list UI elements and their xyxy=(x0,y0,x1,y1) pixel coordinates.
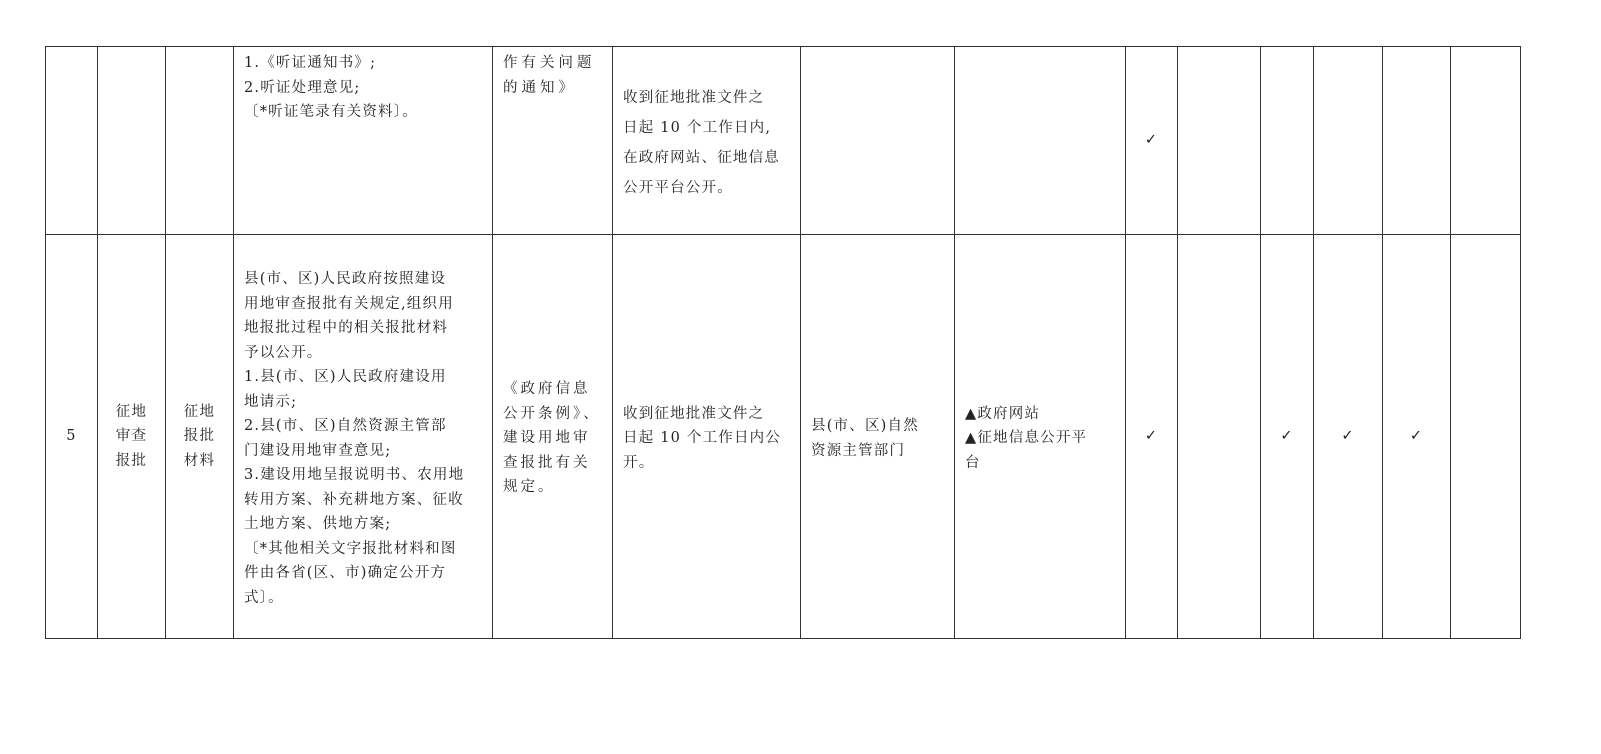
basis-cell xyxy=(493,47,613,235)
materials-line: 门建设用地审查意见; xyxy=(244,442,392,459)
materials-line: 转用方案、补充耕地方案、征收 xyxy=(244,491,464,508)
materials-line: 1.《听证通知书》; xyxy=(244,55,377,71)
materials-line: 予以公开。 xyxy=(244,344,323,361)
item-line: 征地 xyxy=(183,403,216,420)
timeline-line: 在政府网站、征地信息 xyxy=(623,149,780,166)
table-row xyxy=(46,47,1521,235)
check-cell xyxy=(1451,235,1521,639)
materials-cell xyxy=(234,235,493,639)
category-cell xyxy=(98,47,166,235)
number-cell xyxy=(46,47,98,235)
category-line: 征地 xyxy=(115,403,148,420)
materials-line: 2.县(市、区)自然资源主管部 xyxy=(244,418,447,434)
timeline-cell xyxy=(613,47,801,235)
materials-line: 式〕。 xyxy=(244,589,284,606)
materials-line: 用地审查报批有关规定,组织用 xyxy=(244,295,454,312)
materials-line: 地报批过程中的相关报批材料 xyxy=(244,320,449,336)
materials-line: 地请示; xyxy=(244,393,298,410)
basis-line: 《政府信息 xyxy=(503,381,591,398)
materials-line: 件由各省(区、市)确定公开方 xyxy=(244,565,447,581)
channel-cell xyxy=(955,235,1126,639)
category-line: 报批 xyxy=(115,452,148,469)
materials-line: 3.建设用地呈报说明书、农用地 xyxy=(244,467,465,483)
basis-cell xyxy=(493,235,613,639)
check-cell xyxy=(1178,47,1261,235)
materials-line: 1.县(市、区)人民政府建设用 xyxy=(244,369,447,385)
check-cell xyxy=(1178,235,1261,639)
check-cell xyxy=(1314,47,1383,235)
item-line: 报批 xyxy=(183,428,216,445)
timeline-line: 收到征地批准文件之 xyxy=(623,405,765,422)
table-row xyxy=(46,235,1521,639)
channel-line: ▲政府网站 xyxy=(965,405,1041,422)
channel-cell xyxy=(955,47,1126,235)
row-number: 5 xyxy=(46,235,98,639)
basis-line: 建设用地审 xyxy=(503,430,591,447)
item-line: 材料 xyxy=(183,452,216,469)
category-cell xyxy=(98,235,166,639)
basis-line: 的通知》 xyxy=(503,79,577,96)
check-cell xyxy=(1451,47,1521,235)
item-cell xyxy=(166,235,234,639)
check-cell xyxy=(1261,47,1314,235)
basis-line: 规定。 xyxy=(503,479,556,496)
check-mark: ✓ xyxy=(1126,235,1178,639)
timeline-line: 日起 10 个工作日内公 xyxy=(623,430,782,447)
subject-cell xyxy=(801,47,955,235)
check-mark: ✓ xyxy=(1383,235,1451,639)
materials-cell xyxy=(234,47,493,235)
basis-line: 公开条例》、 xyxy=(503,405,601,422)
check-mark: ✓ xyxy=(1261,235,1314,639)
materials-line: 2.听证处理意见; xyxy=(244,79,361,96)
check-mark: ✓ xyxy=(1314,235,1383,639)
check-cell xyxy=(1383,47,1451,235)
materials-line: 土地方案、供地方案; xyxy=(244,516,392,532)
subject-line: 资源主管部门 xyxy=(811,442,906,459)
timeline-line: 日起 10 个工作日内, xyxy=(623,119,772,136)
materials-line: 县(市、区)人民政府按照建设 xyxy=(244,271,447,287)
timeline-line: 公开平台公开。 xyxy=(623,179,733,196)
subject-cell xyxy=(801,235,955,639)
timeline-line: 开。 xyxy=(623,454,655,471)
disclosure-table xyxy=(45,46,1521,639)
timeline-line: 收到征地批准文件之 xyxy=(623,89,765,106)
check-mark: ✓ xyxy=(1126,47,1178,235)
basis-line: 作有关问题 xyxy=(503,55,596,71)
item-cell xyxy=(166,47,234,235)
category-line: 审查 xyxy=(115,428,148,445)
materials-line: 〔*其他相关文字报批材料和图 xyxy=(244,540,457,557)
timeline-cell xyxy=(613,235,801,639)
basis-line: 查报批有关 xyxy=(503,454,591,471)
channel-line: 台 xyxy=(965,454,981,471)
materials-line: 〔*听证笔录有关资料〕。 xyxy=(244,104,418,120)
subject-line: 县(市、区)自然 xyxy=(811,418,919,434)
channel-line: ▲征地信息公开平 xyxy=(965,430,1088,447)
